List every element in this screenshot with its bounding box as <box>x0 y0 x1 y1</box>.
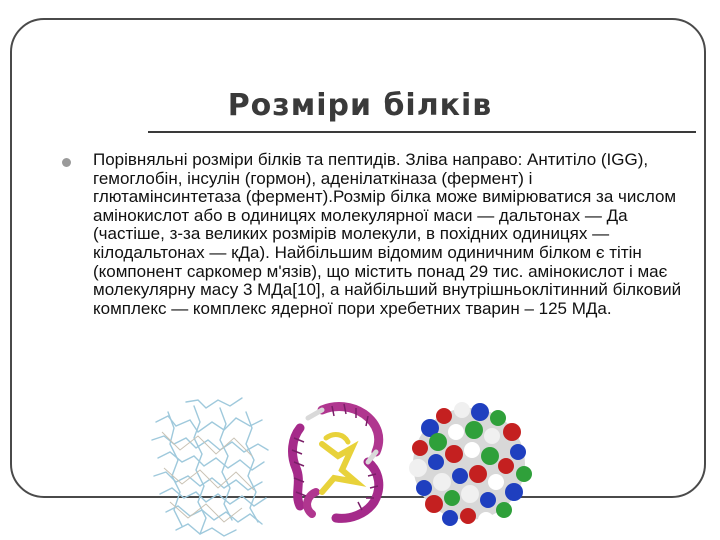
slide-title: Розміри білків <box>227 88 493 123</box>
bullet-icon <box>62 158 71 167</box>
hemoglobin-molecule-image <box>282 398 394 528</box>
title-underline <box>148 131 696 133</box>
antibody-molecule-image <box>146 392 274 540</box>
slide-body-text: Порівняльні розміри білків та пептидів. Зліва направо: Антитіло (IGG), гемоглобін, інсулін (гормон), аденілаткіназа (фермент) і глютамінсинтетаза (фермент).Розмір білка може вимірюватися за числом амінокислот або в одиницях молекулярної маси — дальтонах — Да (частіше, з-за великих розмірів молекули, в похідних одиницях — кілодальтонах — кДа). Найбільшим відомим одиничним білком є тітін (компонент саркомер м'язів), що містить понад 29 тис. амінокислот і має молекулярну масу 3 МДа[10], а найбільший внутрішньоклітинний білковий комплекс — комплекс ядерної пори хребетних тварин – 125 МДа. <box>93 150 682 318</box>
insulin-molecule-image <box>400 388 538 536</box>
